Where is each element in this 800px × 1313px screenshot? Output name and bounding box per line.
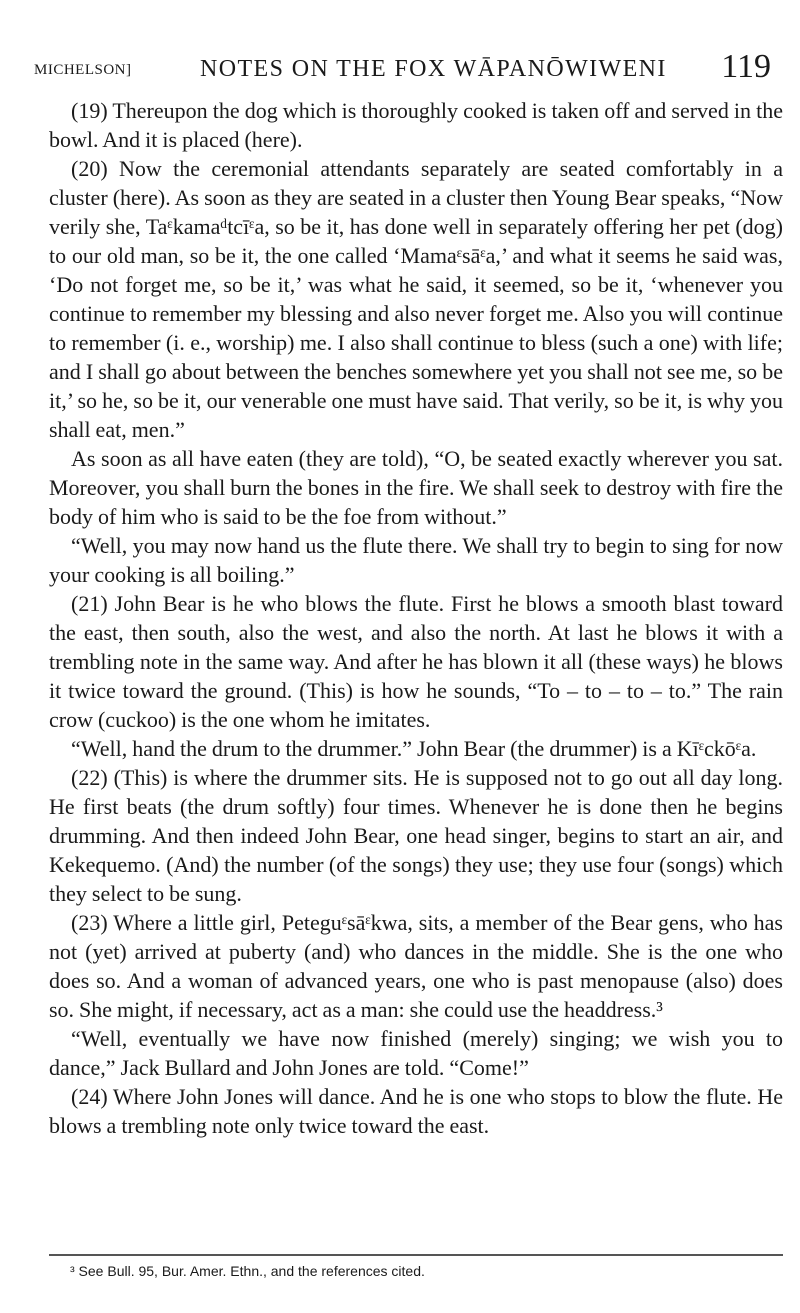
running-author: MICHELSON] (34, 62, 132, 78)
page-number: 119 (721, 48, 771, 85)
body-text (49, 96, 783, 1140)
paragraph-21: (21) John Bear is he who blows the flute. First he blows a smooth blast toward the east, then south, also the west, and also the north. At last he blows it with a trembling note in the same way. And after he has blown it all (these ways) he blows it twice toward the ground. (This) is how he sounds, “To – to – to – to.” The rain crow (cuckoo) is the one whom he imitates. (49, 591, 783, 732)
paragraph-22: (22) (This) is where the drummer sits. He is supposed not to go out all day long. He first beats (the drum softly) four times. Whenever he is done then he begins drumming. And then indeed John Bear, one head singer, begins to start an air, and Kekequemo. (And) the number (of the songs) they use; they use four (songs) which they select to be sung. (49, 765, 783, 906)
footnote: ³ See Bull. 95, Bur. Amer. Ethn., and the references cited. (70, 1263, 425, 1279)
paragraph-eaten: As soon as all have eaten (they are told), “O, be seated exactly wherever you sat. Moreover, you shall burn the bones in the fire. We shall seek to destroy with fire the body of him who is said to be the foe from without.” (49, 446, 783, 529)
footnote-divider (49, 1254, 783, 1256)
paragraph-dance-request: “Well, eventually we have now finished (merely) singing; we wish you to dance,” Jack Bullard and John Jones are told. “Come!” (49, 1026, 783, 1080)
paragraph-flute-request: “Well, you may now hand us the flute there. We shall try to begin to sing for now your cooking is all boiling.” (49, 533, 783, 587)
running-title: NOTES ON THE FOX WĀPANŌWIWENI (200, 56, 667, 82)
paragraph-24: (24) Where John Jones will dance. And he is one who stops to blow the flute. He blows a trembling note only twice toward the east. (49, 1084, 783, 1138)
paragraph-19: (19) Thereupon the dog which is thoroughly cooked is taken off and served in the bowl. And it is placed (here). (49, 98, 783, 152)
paragraph-20: (20) Now the ceremonial attendants separately are seated comfortably in a cluster (here). As soon as they are seated in a cluster then Young Bear speaks, “Now verily she, Taᵋkamaᵈtcīᵋa, so be it, has done well in separately offering her pet (dog) to our old man, so be it, the one called ‘Mamaᵋsāᵋa,’ and what it seems he said was, ‘Do not forget me, so be it,’ was what he said, it seemed, so be it, ‘whenever you continue to remember my blessing and also never forget me. Also you will continue to remember (i. e., worship) me. I also shall continue to bless (such a one) with life; and I shall go about between the benches somewhere yet you shall not see me, so be it,’ so he, so be it, our venerable one must have said. That verily, so be it, is why you shall eat, men.” (49, 156, 783, 442)
paragraph-23: (23) Where a little girl, Peteguᵋsāᵋkwa, sits, a member of the Bear gens, who has not (yet) arrived at puberty (and) who dances in the middle. She is the one who does so. And a woman of advanced years, one who is past menopause (also) does so. She might, if necessary, act as a man: she could use the headdress.³ (49, 910, 783, 1022)
running-header (34, 42, 771, 92)
paragraph-drum-request: “Well, hand the drum to the drummer.” John Bear (the drummer) is a Kīᵋckōᵋa. (71, 736, 757, 761)
